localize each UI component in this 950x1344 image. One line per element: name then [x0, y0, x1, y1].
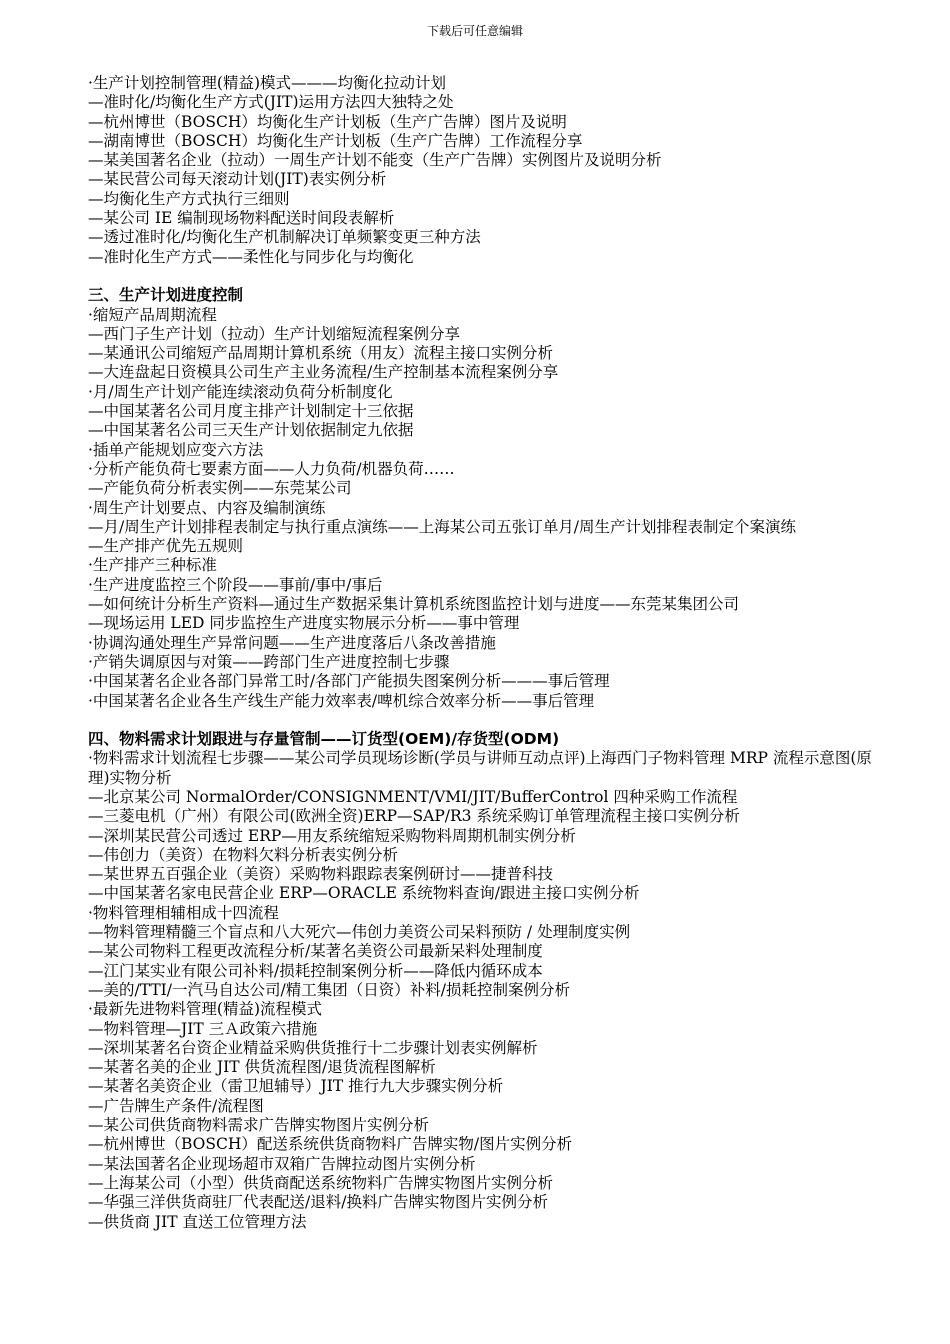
outline-line: —某公司 IE 编制现场物料配送时间段表解析 [88, 209, 395, 228]
outline-line: ·协调沟通处理生产异常问题——生产进度落后八条改善措施 [88, 633, 496, 652]
outline-line: —某法国著名企业现场超市双箱广告牌拉动图片实例分析 [88, 1154, 476, 1173]
outline-line: ·插单产能规划应变六方法 [88, 440, 264, 459]
outline-line: —杭州博世（BOSCH）配送系统供货商物料广告牌实物/图片实例分析 [88, 1135, 573, 1154]
page-header: 下载后可任意编辑 [426, 24, 523, 38]
section-heading: 三、生产计划进度控制 [88, 286, 244, 305]
outline-line: —现场运用 LED 同步监控生产进度实物展示分析——事中管理 [88, 614, 520, 633]
outline-line: —物料管理—JIT 三Ａ政策六措施 [88, 1019, 318, 1038]
outline-line: —生产排产优先五规则 [88, 537, 244, 556]
outline-line: ·物料需求计划流程七步骤——某公司学员现场诊断(学员与讲师互动点评)上海西门子物料管理 MRP 流程示意图(原理)实物分析 [88, 749, 872, 787]
outline-line: —三菱电机（广州）有限公司(欧洲全资)ERP—SAP/R3 系统采购订单管理流程主接口实例分析 [88, 807, 740, 826]
outline-line: —北京某公司 NormalOrder/CONSIGNMENT/VMI/JIT/BufferControl 四种采购工作流程 [88, 787, 738, 806]
outline-line: —某民营公司每天滚动计划(JIT)表实例分析 [88, 170, 387, 189]
section-gap [88, 711, 876, 730]
outline-line: —某著名美资企业（雷卫旭辅导）JIT 推行九大步骤实例分析 [88, 1077, 504, 1096]
outline-line: —某美国著名企业（拉动）一周生产计划不能变（生产广告牌）实例图片及说明分析 [88, 151, 662, 170]
section-heading: 四、物料需求计划跟进与存量管制——订货型(OEM)/存货型(ODM) [88, 730, 560, 749]
outline-line: ·生产排产三种标准 [88, 556, 217, 575]
outline-line: —产能负荷分析表实例——东莞某公司 [88, 479, 352, 498]
outline-line: —湖南博世（BOSCH）均衡化生产计划板（生产广告牌）工作流程分享 [88, 131, 583, 150]
outline-line: —准时化生产方式——柔性化与同步化与均衡化 [88, 247, 414, 266]
outline-line: —如何统计分析生产资料—通过生产数据采集计算机系统图监控计划与进度——东莞某集团公司 [88, 595, 740, 614]
outline-line: —月/周生产计划排程表制定与执行重点演练——上海某公司五张订单月/周生产计划排程表制定个案演练 [88, 517, 796, 536]
outline-line: ·生产计划控制管理(精益)模式———均衡化拉动计划 [88, 74, 447, 92]
outline-line: ·中国某著名企业各部门异常工时/各部门产能损失图案例分析———事后管理 [88, 672, 610, 691]
document-body [88, 74, 876, 1232]
section-gap [88, 267, 876, 286]
outline-line: —中国某著名家电民营企业 ERP—ORACLE 系统物料查询/跟进主接口实例分析 [88, 884, 640, 903]
outline-line: —伟创力（美资）在物料欠料分析表实例分析 [88, 845, 399, 864]
outline-line: —均衡化生产方式执行三细则 [88, 189, 290, 208]
outline-line: —西门子生产计划（拉动）生产计划缩短流程案例分享 [88, 324, 461, 343]
outline-line: —准时化/均衡化生产方式(JIT)运用方法四大独特之处 [88, 93, 454, 112]
outline-line: —某通讯公司缩短产品周期计算机系统（用友）流程主接口实例分析 [88, 344, 554, 363]
outline-line: —杭州博世（BOSCH）均衡化生产计划板（生产广告牌）图片及说明 [88, 112, 567, 131]
outline-line: —美的/TTI/一汽马自达公司/精工集团（日资）补料/损耗控制案例分析 [88, 980, 570, 999]
outline-line: —中国某著名公司三天生产计划依据制定九依据 [88, 421, 414, 440]
outline-line: —供货商 JIT 直送工位管理方法 [88, 1212, 307, 1231]
outline-line: —上海某公司（小型）供货商配送系统物料广告牌实物图片实例分析 [88, 1173, 554, 1192]
outline-line: ·缩短产品周期流程 [88, 305, 217, 324]
outline-line: —华强三洋供货商驻厂代表配送/退料/换料广告牌实物图片实例分析 [88, 1193, 548, 1212]
outline-line: —深圳某民营公司透过 ERP—用友系统缩短采购物料周期机制实例分析 [88, 826, 576, 845]
outline-line: ·最新先进物料管理(精益)流程模式 [88, 1000, 323, 1019]
outline-line: ·生产进度监控三个阶段——事前/事中/事后 [88, 575, 383, 594]
outline-line: ·物料管理相辅相成十四流程 [88, 903, 279, 922]
outline-line: ·产销失调原因与对策——跨部门生产进度控制七步骤 [88, 652, 450, 671]
outline-line: —透过准时化/均衡化生产机制解决订单频繁变更三种方法 [88, 228, 481, 247]
outline-line: —某公司供货商物料需求广告牌实物图片实例分析 [88, 1116, 430, 1135]
outline-line: —某著名美的企业 JIT 供货流程图/退货流程图解析 [88, 1058, 436, 1077]
outline-line: —中国某著名公司月度主排产计划制定十三依据 [88, 402, 414, 421]
outline-line: —深圳某著名台资企业精益采购供货推行十二步骤计划表实例解析 [88, 1038, 538, 1057]
outline-line: —广告牌生产条件/流程图 [88, 1096, 264, 1115]
outline-line: ·月/周生产计划产能连续滚动负荷分析制度化 [88, 382, 393, 401]
outline-line: ·周生产计划要点、内容及编制演练 [88, 498, 326, 517]
outline-line: ·分析产能负荷七要素方面——人力负荷/机器负荷…… [88, 459, 455, 478]
outline-line: —某公司物料工程更改流程分析/某著名美资公司最新呆料处理制度 [88, 942, 543, 961]
outline-line: —江门某实业有限公司补料/损耗控制案例分析——降低内循环成本 [88, 961, 543, 980]
outline-line: —物料管理精髓三个盲点和八大死穴—伟创力美资公司呆料预防 / 处理制度实例 [88, 923, 631, 942]
outline-line: —某世界五百强企业（美资）采购物料跟踪表案例研讨——捷普科技 [88, 865, 554, 884]
outline-line: —大连盘起日资模具公司生产主业务流程/生产控制基本流程案例分享 [88, 363, 559, 382]
outline-line: ·中国某著名企业各生产线生产能力效率表/啤机综合效率分析——事后管理 [88, 691, 595, 710]
